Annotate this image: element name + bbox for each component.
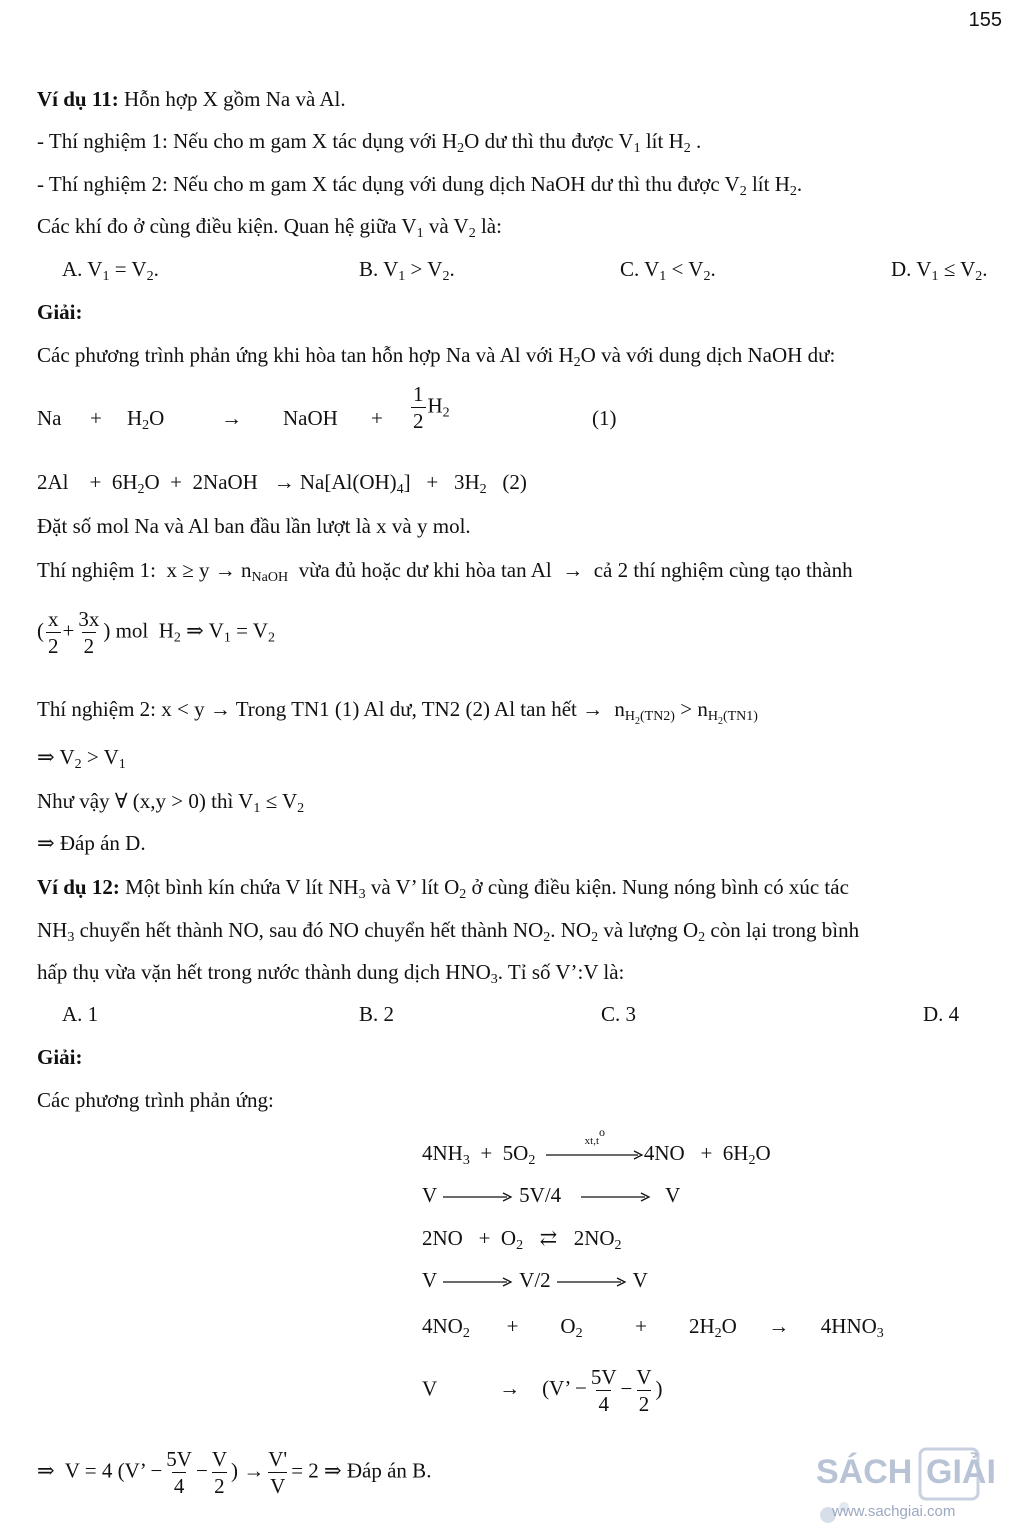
logo-text-sach: SÁCH (816, 1453, 913, 1491)
fraction-one-half: $\frac{1}{2}$ (413, 382, 424, 433)
reaction-1-naoh: NaOH (283, 406, 338, 430)
option-b-11: B. $V_1 > V_2$. (359, 257, 455, 284)
logo-text-giai: GIẢI (926, 1453, 996, 1491)
option-a-12: A. 1 (62, 1002, 99, 1026)
example-11-intro: Hỗn hợp X gồm Na và Al. (123, 87, 346, 111)
experiment-1: - Thí nghiệm 1: Nếu cho m gam X tác dụng với $H_2O$ dư thì thu được $V_1$ lít $H_2$ . (37, 129, 702, 156)
example-12-label: Ví dụ 12: (37, 875, 120, 899)
solution-11-line-1: Các phương trình phản ứng khi hòa tan hỗn hợp Na và Al với $H_2O$ và với dung dịch NaOH dư: (37, 343, 836, 370)
logo-url: www.sachgiai.com (832, 1503, 956, 1520)
reaction-1-water: $H_2O$ (127, 406, 165, 433)
catalyst-arrow: $xt,t^o$ (546, 1140, 644, 1166)
option-d-11: D. $V_1 \le V_2$. (891, 257, 988, 284)
solution-12-intro: Các phương trình phản ứng: (37, 1088, 274, 1112)
reaction-1-tag: (1) (592, 406, 617, 430)
option-c-11: C. $V_1 < V_2$. (620, 257, 716, 284)
reaction-12-2: $2NO + O_2$ ⇄ $2NO_2$ (422, 1226, 622, 1253)
equilibrium-arrow: ⇄ (539, 1226, 558, 1250)
question-11: Các khí đo ở cùng điều kiện. Quan hệ giữa $V_1$ và $V_2$ là: (37, 214, 502, 241)
ratio-12-1: V 5V/4 V (422, 1183, 681, 1207)
reaction-1-hydrogen: $\frac{1}{2}$ $H_2$ (413, 382, 450, 433)
solution-11-tn1: Thí nghiệm 1: $x \ge y \to n_{NaOH}$ vừa đủ hoặc dư khi hòa tan Al → cả 2 thí nghiệm cùng tạo thành (37, 558, 853, 585)
sachgiai-logo (808, 1435, 1016, 1527)
example-11-label: Ví dụ 11: (37, 87, 119, 111)
option-b-12: B. 2 (359, 1002, 395, 1026)
solution-heading-11: Giải: (37, 300, 83, 324)
solution-11-tn1-result: ( $\frac{x}{2}$ + $\frac{3x}{2}$ ) mol $H_2$ ⇒ $V_1 = V_2$ (37, 607, 275, 658)
solution-11-mol: Đặt số mol Na và Al ban đầu lần lượt là x và y mol. (37, 514, 471, 538)
ratio-12-3: V → (V’ − $\frac{5V}{4}$ − $\frac{V}{2}$ ) (422, 1365, 663, 1416)
solution-11-tn2: Thí nghiệm 2: x < y → Trong TN1 (1) Al dư, TN2 (2) Al tan hết → $n_{H_2(TN2)} > n_{H_2(TN1)}$ (37, 697, 758, 727)
option-c-12: C. 3 (601, 1002, 637, 1026)
answer-11: ⇒ Đáp án D. (37, 831, 146, 855)
ratio-12-2: V V/2 V (422, 1268, 648, 1292)
option-d-12: D. 4 (923, 1002, 960, 1026)
solution-11-conclusion: Như vậy ∀ (x,y > 0) thì $V_1 \le V_2$ (37, 789, 305, 816)
page-number: 155 (968, 9, 1002, 31)
reaction-12-1: $4NH_3 + 5O_2$ $xt,t^o$ $4NO + 6H_2O$ (422, 1125, 771, 1168)
reaction-1-plus: + (90, 406, 102, 430)
example-12-line-2: $NH_3$ chuyển hết thành NO, sau đó NO chuyển hết thành $NO_2$. $NO_2$ và lượng $O_2$ còn lại trong bình (37, 918, 860, 945)
reaction-1-arrow: → (221, 406, 242, 430)
example-12-line-1: Ví dụ 12: Một bình kín chứa V lít $NH_3$ và V’ lít $O_2$ ở cùng điều kiện. Nung nóng bình có xúc tác (37, 875, 849, 902)
reaction-1-na: Na (37, 406, 62, 430)
solution-11-v2-gt-v1: ⇒ $V_2 > V_1$ (37, 745, 126, 772)
example-12-line-3: hấp thụ vừa vặn hết trong nước thành dung dịch $HNO_3$. Tỉ số V’:V là: (37, 960, 625, 987)
solution-heading-12: Giải: (37, 1045, 83, 1069)
final-equation-12: ⇒ V = 4 (V’ − $\frac{5V}{4}$ − $\frac{V}{2}$ ) → $\frac{V'}{V}$ = 2 ⇒ Đáp án B. (37, 1447, 432, 1498)
reaction-1-plus-2: + (371, 406, 383, 430)
option-a-11: A. $V_1 = V_2$. (62, 257, 159, 284)
reaction-2: 2Al + $6H_2O$ + 2NaOH → $Na[Al(OH)_4] + 3H_2$ (2) (37, 470, 527, 497)
reaction-12-3: $4NO_2$ + $O_2$ + $2H_2O$ → $4HNO_3$ (422, 1314, 884, 1341)
example-11-heading (37, 86, 346, 112)
experiment-2: - Thí nghiệm 2: Nếu cho m gam X tác dụng với dung dịch NaOH dư thì thu được $V_2$ lít $H_2$. (37, 172, 803, 199)
